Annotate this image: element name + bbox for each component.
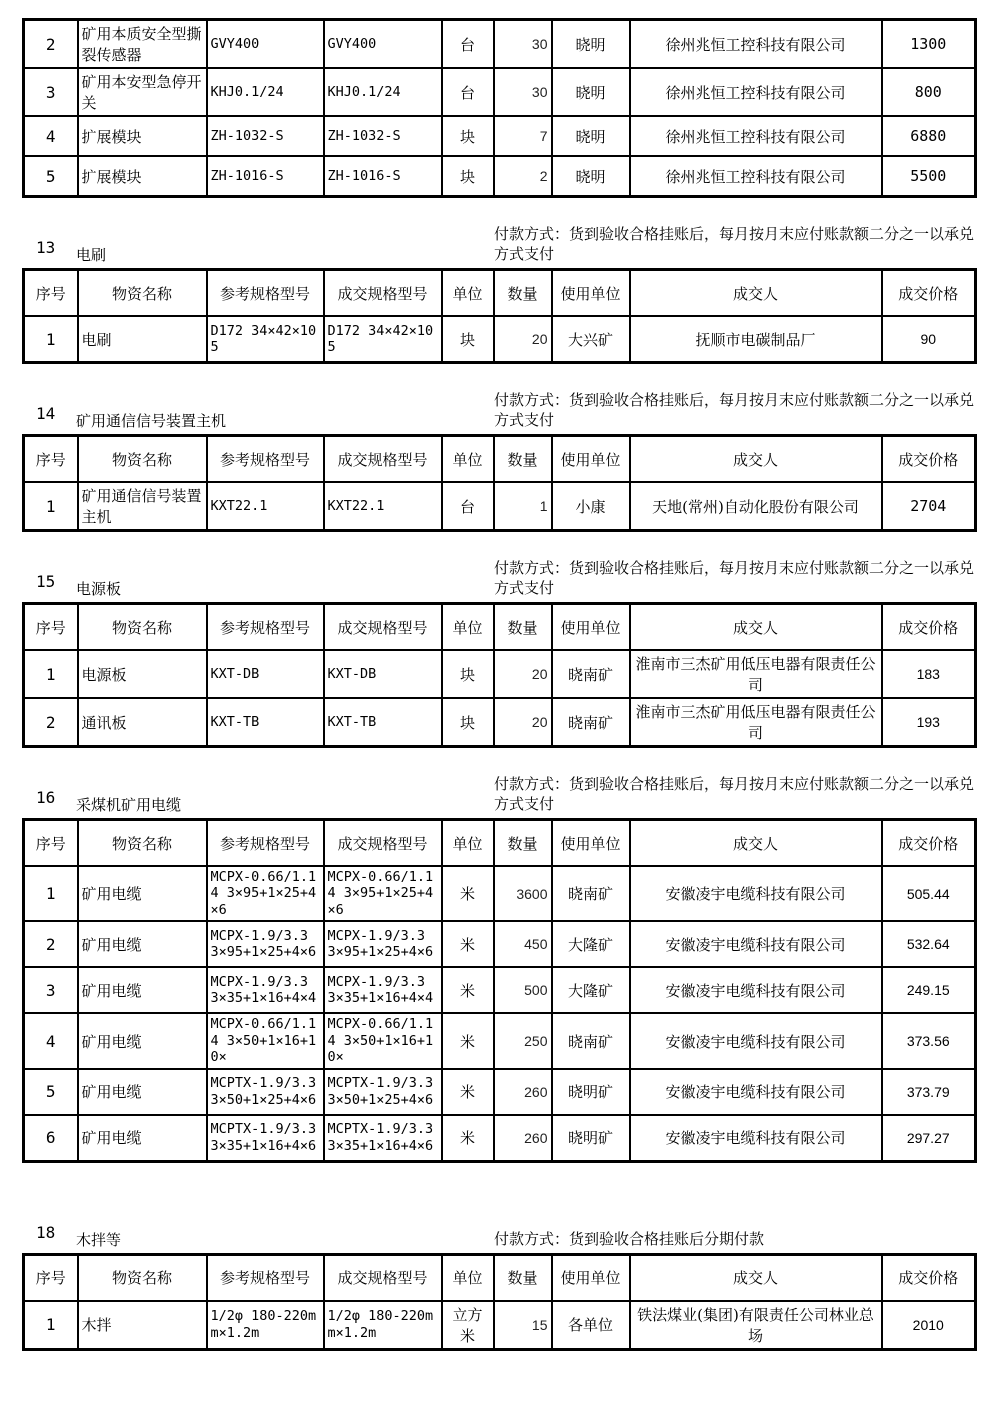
sections-container xyxy=(22,220,974,1351)
material-name-cell: 矿用本质安全型撕裂传感器 xyxy=(78,20,207,69)
vendor-cell: 徐州兆恒工控科技有限公司 xyxy=(630,156,882,197)
material-name-cell: 矿用本安型急停开关 xyxy=(78,68,207,116)
section-title: 矿用通信信号装置主机 xyxy=(76,412,227,430)
payment-terms-text: 付款方式：货到验收合格挂账后，每月按月末应付账款额二分之一以承兑方式支付 xyxy=(494,774,975,814)
deal-spec-cell: GVY400 xyxy=(324,20,442,69)
column-header-quantity-cell: 数量 xyxy=(494,1254,552,1301)
deal-spec-cell: MCPTX-1.9/3.3 3×50+1×25+4×6 xyxy=(324,1069,442,1115)
table-header-row xyxy=(24,270,976,317)
section-number: 13 xyxy=(36,238,56,257)
vendor-cell: 徐州兆恒工控科技有限公司 xyxy=(630,20,882,69)
column-header-row-no-cell: 序号 xyxy=(24,820,78,867)
unit-cell: 块 xyxy=(442,116,494,156)
user-unit-cell: 大隆矿 xyxy=(552,921,630,967)
quantity-cell: 260 xyxy=(494,1069,552,1115)
row-no-cell: 1 xyxy=(24,650,78,698)
table-row xyxy=(24,1301,976,1350)
column-header-ref-spec-cell: 参考规格型号 xyxy=(207,604,324,651)
deal-spec-cell: KXT22.1 xyxy=(324,482,442,531)
column-header-vendor-cell: 成交人 xyxy=(630,604,882,651)
vendor-cell: 徐州兆恒工控科技有限公司 xyxy=(630,68,882,116)
vendor-cell: 抚顺市电碳制品厂 xyxy=(630,316,882,363)
quantity-cell: 2 xyxy=(494,156,552,197)
ref-spec-cell: MCPX-1.9/3.3 3×35+1×16+4×4 xyxy=(207,967,324,1013)
column-header-vendor-cell: 成交人 xyxy=(630,1254,882,1301)
vendor-cell: 安徽凌宇电缆科技有限公司 xyxy=(630,1115,882,1162)
ref-spec-cell: MCPX-0.66/1.14 3×50+1×16+10× xyxy=(207,1013,324,1068)
column-header-user-unit-cell: 使用单位 xyxy=(552,604,630,651)
column-header-deal-spec-cell: 成交规格型号 xyxy=(324,436,442,483)
row-no-cell: 2 xyxy=(24,921,78,967)
row-no-cell: 6 xyxy=(24,1115,78,1162)
ref-spec-cell: D172 34×42×105 xyxy=(207,316,324,363)
vendor-cell: 安徽凌宇电缆科技有限公司 xyxy=(630,1013,882,1068)
user-unit-cell: 晓南矿 xyxy=(552,698,630,747)
column-header-quantity-cell: 数量 xyxy=(494,604,552,651)
unit-cell: 立方米 xyxy=(442,1301,494,1350)
row-no-cell: 1 xyxy=(24,866,78,921)
row-no-cell: 1 xyxy=(24,1301,78,1350)
material-name-cell: 电刷 xyxy=(78,316,207,363)
user-unit-cell: 晓明 xyxy=(552,156,630,197)
unit-cell: 块 xyxy=(442,698,494,747)
section-number: 14 xyxy=(36,404,56,423)
column-header-material-name-cell: 物资名称 xyxy=(78,820,207,867)
table-row xyxy=(24,68,976,116)
section-title: 电刷 xyxy=(76,246,107,264)
deal-spec-cell: KXT-TB xyxy=(324,698,442,747)
vendor-cell: 安徽凌宇电缆科技有限公司 xyxy=(630,967,882,1013)
deal-spec-cell: MCPTX-1.9/3.3 3×35+1×16+4×6 xyxy=(324,1115,442,1162)
section-header xyxy=(22,554,974,600)
unit-cell: 米 xyxy=(442,967,494,1013)
procurement-table xyxy=(22,602,977,748)
price-cell: 249.15 xyxy=(882,967,976,1013)
price-cell: 183 xyxy=(882,650,976,698)
material-name-cell: 矿用电缆 xyxy=(78,921,207,967)
table-row xyxy=(24,866,976,921)
ref-spec-cell: MCPTX-1.9/3.3 3×35+1×16+4×6 xyxy=(207,1115,324,1162)
column-header-price-cell: 成交价格 xyxy=(882,820,976,867)
price-cell: 2704 xyxy=(882,482,976,531)
price-cell: 532.64 xyxy=(882,921,976,967)
column-header-unit-cell: 单位 xyxy=(442,820,494,867)
column-header-price-cell: 成交价格 xyxy=(882,436,976,483)
column-header-ref-spec-cell: 参考规格型号 xyxy=(207,1254,324,1301)
column-header-deal-spec-cell: 成交规格型号 xyxy=(324,1254,442,1301)
section-header xyxy=(22,386,974,432)
section-title: 木拌等 xyxy=(76,1230,122,1249)
column-header-deal-spec-cell: 成交规格型号 xyxy=(324,820,442,867)
unit-cell: 台 xyxy=(442,68,494,116)
unit-cell: 台 xyxy=(442,482,494,531)
ref-spec-cell: MCPTX-1.9/3.3 3×50+1×25+4×6 xyxy=(207,1069,324,1115)
user-unit-cell: 晓明 xyxy=(552,116,630,156)
unit-cell: 台 xyxy=(442,20,494,69)
ref-spec-cell: KHJ0.1/24 xyxy=(207,68,324,116)
top-continuation-table-container xyxy=(22,18,974,198)
ref-spec-cell: ZH-1016-S xyxy=(207,156,324,197)
price-cell: 800 xyxy=(882,68,976,116)
vendor-cell: 安徽凌宇电缆科技有限公司 xyxy=(630,866,882,921)
table-row xyxy=(24,967,976,1013)
payment-terms-text: 付款方式：货到验收合格挂账后，每月按月末应付账款额二分之一以承兑方式支付 xyxy=(494,390,975,430)
material-name-cell: 扩展模块 xyxy=(78,156,207,197)
row-no-cell: 5 xyxy=(24,1069,78,1115)
table-header-row xyxy=(24,604,976,651)
price-cell: 373.56 xyxy=(882,1013,976,1068)
column-header-unit-cell: 单位 xyxy=(442,270,494,317)
table-header-row xyxy=(24,1254,976,1301)
table-row xyxy=(24,921,976,967)
unit-cell: 米 xyxy=(442,1069,494,1115)
quantity-cell: 1 xyxy=(494,482,552,531)
ref-spec-cell: GVY400 xyxy=(207,20,324,69)
vendor-cell: 安徽凌宇电缆科技有限公司 xyxy=(630,1069,882,1115)
table-row xyxy=(24,156,976,197)
row-no-cell: 4 xyxy=(24,116,78,156)
payment-terms-text: 付款方式：货到验收合格挂账后，每月按月末应付账款额二分之一以承兑方式支付 xyxy=(494,558,975,598)
column-header-price-cell: 成交价格 xyxy=(882,270,976,317)
unit-cell: 米 xyxy=(442,1013,494,1068)
user-unit-cell: 晓明矿 xyxy=(552,1069,630,1115)
column-header-ref-spec-cell: 参考规格型号 xyxy=(207,436,324,483)
deal-spec-cell: KHJ0.1/24 xyxy=(324,68,442,116)
unit-cell: 米 xyxy=(442,866,494,921)
table-row xyxy=(24,316,976,363)
unit-cell: 块 xyxy=(442,156,494,197)
quantity-cell: 20 xyxy=(494,316,552,363)
material-name-cell: 矿用电缆 xyxy=(78,1013,207,1068)
quantity-cell: 250 xyxy=(494,1013,552,1068)
material-name-cell: 扩展模块 xyxy=(78,116,207,156)
row-no-cell: 3 xyxy=(24,967,78,1013)
section-number: 18 xyxy=(36,1222,56,1242)
material-name-cell: 电源板 xyxy=(78,650,207,698)
vendor-cell: 铁法煤业(集团)有限责任公司林业总场 xyxy=(630,1301,882,1350)
column-header-user-unit-cell: 使用单位 xyxy=(552,820,630,867)
column-header-ref-spec-cell: 参考规格型号 xyxy=(207,820,324,867)
material-name-cell: 矿用电缆 xyxy=(78,967,207,1013)
deal-spec-cell: MCPX-1.9/3.3 3×95+1×25+4×6 xyxy=(324,921,442,967)
section-number: 15 xyxy=(36,572,56,591)
column-header-unit-cell: 单位 xyxy=(442,1254,494,1301)
quantity-cell: 15 xyxy=(494,1301,552,1350)
vendor-cell: 淮南市三杰矿用低压电器有限责任公司 xyxy=(630,698,882,747)
column-header-user-unit-cell: 使用单位 xyxy=(552,436,630,483)
deal-spec-cell: MCPX-0.66/1.14 3×95+1×25+4×6 xyxy=(324,866,442,921)
column-header-vendor-cell: 成交人 xyxy=(630,436,882,483)
section-title: 电源板 xyxy=(76,580,122,598)
payment-terms-text: 付款方式：货到验收合格挂账后分期付款 xyxy=(494,1230,765,1249)
column-header-user-unit-cell: 使用单位 xyxy=(552,270,630,317)
ref-spec-cell: KXT-DB xyxy=(207,650,324,698)
user-unit-cell: 晓南矿 xyxy=(552,650,630,698)
deal-spec-cell: 1/2φ 180-220mm×1.2m xyxy=(324,1301,442,1350)
ref-spec-cell: MCPX-1.9/3.3 3×95+1×25+4×6 xyxy=(207,921,324,967)
ref-spec-cell: ZH-1032-S xyxy=(207,116,324,156)
user-unit-cell: 小康 xyxy=(552,482,630,531)
column-header-price-cell: 成交价格 xyxy=(882,1254,976,1301)
user-unit-cell: 大隆矿 xyxy=(552,967,630,1013)
ref-spec-cell: KXT22.1 xyxy=(207,482,324,531)
vendor-cell: 天地(常州)自动化股份有限公司 xyxy=(630,482,882,531)
column-header-unit-cell: 单位 xyxy=(442,436,494,483)
procurement-table xyxy=(22,434,977,532)
column-header-row-no-cell: 序号 xyxy=(24,604,78,651)
row-no-cell: 1 xyxy=(24,316,78,363)
table-row xyxy=(24,698,976,747)
section-header xyxy=(22,220,974,266)
material-name-cell: 矿用通信信号装置主机 xyxy=(78,482,207,531)
column-header-deal-spec-cell: 成交规格型号 xyxy=(324,604,442,651)
price-cell: 505.44 xyxy=(882,866,976,921)
unit-cell: 米 xyxy=(442,1115,494,1162)
column-header-unit-cell: 单位 xyxy=(442,604,494,651)
section-header xyxy=(22,1205,974,1251)
section-header xyxy=(22,770,974,816)
quantity-cell: 30 xyxy=(494,68,552,116)
vendor-cell: 徐州兆恒工控科技有限公司 xyxy=(630,116,882,156)
section-number: 16 xyxy=(36,788,56,807)
table-row xyxy=(24,20,976,69)
deal-spec-cell: MCPX-0.66/1.14 3×50+1×16+10× xyxy=(324,1013,442,1068)
quantity-cell: 500 xyxy=(494,967,552,1013)
quantity-cell: 20 xyxy=(494,698,552,747)
unit-cell: 米 xyxy=(442,921,494,967)
unit-cell: 块 xyxy=(442,316,494,363)
price-cell: 6880 xyxy=(882,116,976,156)
quantity-cell: 450 xyxy=(494,921,552,967)
row-no-cell: 3 xyxy=(24,68,78,116)
row-no-cell: 1 xyxy=(24,482,78,531)
vendor-cell: 安徽凌宇电缆科技有限公司 xyxy=(630,921,882,967)
deal-spec-cell: ZH-1016-S xyxy=(324,156,442,197)
quantity-cell: 30 xyxy=(494,20,552,69)
column-header-quantity-cell: 数量 xyxy=(494,820,552,867)
ref-spec-cell: KXT-TB xyxy=(207,698,324,747)
price-cell: 297.27 xyxy=(882,1115,976,1162)
table-row xyxy=(24,650,976,698)
table-row xyxy=(24,1013,976,1068)
table-header-row xyxy=(24,820,976,867)
price-cell: 90 xyxy=(882,316,976,363)
ref-spec-cell: MCPX-0.66/1.14 3×95+1×25+4×6 xyxy=(207,866,324,921)
user-unit-cell: 晓明 xyxy=(552,68,630,116)
price-cell: 1300 xyxy=(882,20,976,69)
table-row xyxy=(24,116,976,156)
section-title: 采煤机矿用电缆 xyxy=(76,796,182,814)
user-unit-cell: 晓南矿 xyxy=(552,866,630,921)
row-no-cell: 4 xyxy=(24,1013,78,1068)
quantity-cell: 260 xyxy=(494,1115,552,1162)
procurement-table xyxy=(22,18,977,198)
table-row xyxy=(24,1115,976,1162)
material-name-cell: 矿用电缆 xyxy=(78,1069,207,1115)
column-header-vendor-cell: 成交人 xyxy=(630,820,882,867)
user-unit-cell: 晓明矿 xyxy=(552,1115,630,1162)
material-name-cell: 木拌 xyxy=(78,1301,207,1350)
price-cell: 2010 xyxy=(882,1301,976,1350)
column-header-material-name-cell: 物资名称 xyxy=(78,436,207,483)
user-unit-cell: 大兴矿 xyxy=(552,316,630,363)
deal-spec-cell: ZH-1032-S xyxy=(324,116,442,156)
price-cell: 193 xyxy=(882,698,976,747)
quantity-cell: 20 xyxy=(494,650,552,698)
column-header-row-no-cell: 序号 xyxy=(24,1254,78,1301)
column-header-deal-spec-cell: 成交规格型号 xyxy=(324,270,442,317)
column-header-material-name-cell: 物资名称 xyxy=(78,604,207,651)
deal-spec-cell: MCPX-1.9/3.3 3×35+1×16+4×4 xyxy=(324,967,442,1013)
quantity-cell: 7 xyxy=(494,116,552,156)
procurement-table xyxy=(22,818,977,1163)
table-row xyxy=(24,1069,976,1115)
row-no-cell: 5 xyxy=(24,156,78,197)
column-header-quantity-cell: 数量 xyxy=(494,436,552,483)
table-row xyxy=(24,482,976,531)
user-unit-cell: 晓南矿 xyxy=(552,1013,630,1068)
row-no-cell: 2 xyxy=(24,698,78,747)
unit-cell: 块 xyxy=(442,650,494,698)
column-header-material-name-cell: 物资名称 xyxy=(78,270,207,317)
ref-spec-cell: 1/2φ 180-220mm×1.2m xyxy=(207,1301,324,1350)
material-name-cell: 矿用电缆 xyxy=(78,866,207,921)
material-name-cell: 通讯板 xyxy=(78,698,207,747)
vendor-cell: 淮南市三杰矿用低压电器有限责任公司 xyxy=(630,650,882,698)
material-name-cell: 矿用电缆 xyxy=(78,1115,207,1162)
deal-spec-cell: D172 34×42×105 xyxy=(324,316,442,363)
user-unit-cell: 各单位 xyxy=(552,1301,630,1350)
column-header-user-unit-cell: 使用单位 xyxy=(552,1254,630,1301)
price-cell: 5500 xyxy=(882,156,976,197)
procurement-table xyxy=(22,1253,977,1351)
column-header-vendor-cell: 成交人 xyxy=(630,270,882,317)
user-unit-cell: 晓明 xyxy=(552,20,630,69)
procurement-table xyxy=(22,268,977,364)
deal-spec-cell: KXT-DB xyxy=(324,650,442,698)
column-header-quantity-cell: 数量 xyxy=(494,270,552,317)
row-no-cell: 2 xyxy=(24,20,78,69)
column-header-row-no-cell: 序号 xyxy=(24,270,78,317)
table-header-row xyxy=(24,436,976,483)
column-header-price-cell: 成交价格 xyxy=(882,604,976,651)
payment-terms-text: 付款方式：货到验收合格挂账后，每月按月末应付账款额二分之一以承兑方式支付 xyxy=(494,224,975,264)
quantity-cell: 3600 xyxy=(494,866,552,921)
price-cell: 373.79 xyxy=(882,1069,976,1115)
column-header-row-no-cell: 序号 xyxy=(24,436,78,483)
column-header-material-name-cell: 物资名称 xyxy=(78,1254,207,1301)
column-header-ref-spec-cell: 参考规格型号 xyxy=(207,270,324,317)
